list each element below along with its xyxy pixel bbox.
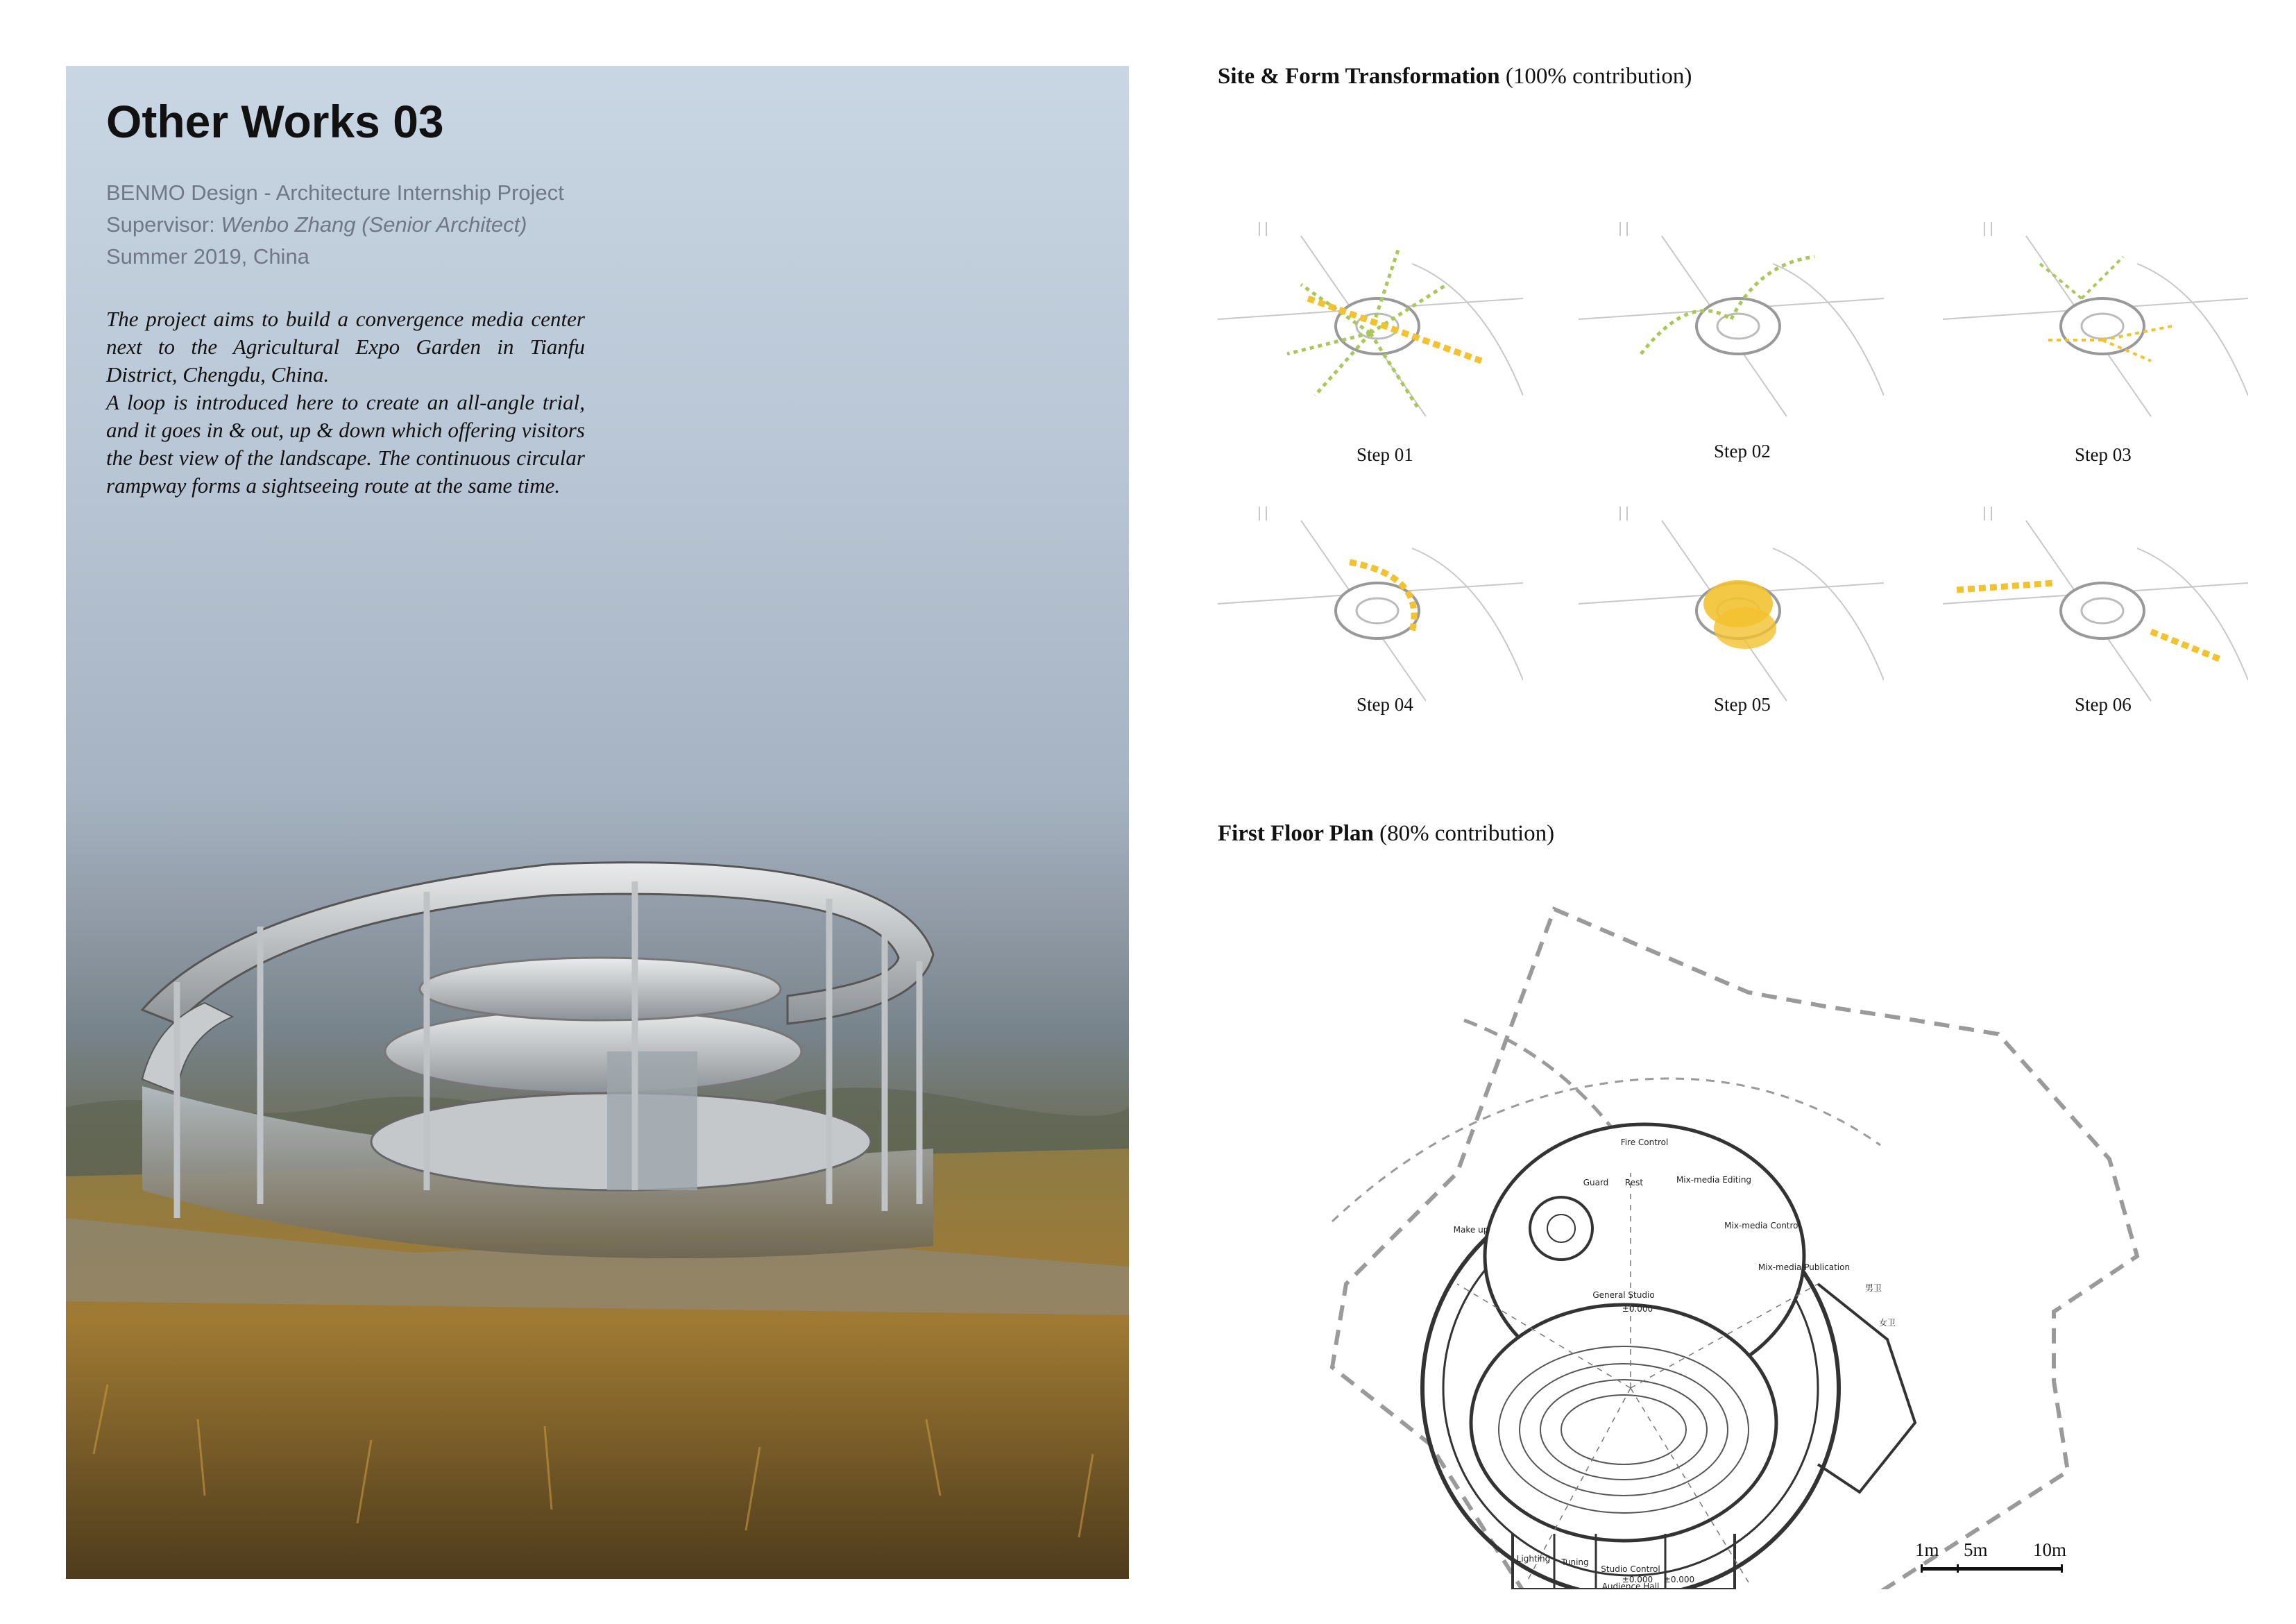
supervisor-name: Wenbo Zhang (Senior Architect) [221, 212, 527, 237]
step-label-5: Step 05 [1714, 694, 1771, 715]
date-line: Summer 2019, China [106, 244, 309, 269]
step-drawing [1943, 222, 2248, 430]
scale-tick [1957, 1564, 1959, 1573]
step-diagram-3 [1943, 222, 2248, 430]
room-label-mix-media-control: Mix-media Control [1724, 1221, 1801, 1230]
room-label-rest: Rest [1624, 1178, 1644, 1187]
transformation-heading [1218, 64, 1692, 90]
room-label-audience-hall: Audience Hall [1601, 1582, 1660, 1589]
room-label-male-wc: 男卫 [1864, 1283, 1882, 1293]
step-drawing [1943, 507, 2248, 715]
step-drawing [1579, 507, 1884, 715]
building-rendering [66, 66, 1129, 1579]
description-paragraph-1: The project aims to build a convergence media center next to the Agricultural Expo Garden in Tianfu District, Chengdu, China. [106, 307, 585, 387]
scale-label-5m: 5m [1964, 1539, 1988, 1560]
scale-tick [2061, 1564, 2063, 1573]
description-paragraph-2: A loop is introduced here to create an all-angle trial, and it goes in & out, up & down which offering visitors the best view of the landscape. The continuous circular rampway forms a sightseeing route at the same time. [106, 390, 585, 498]
step-diagram-5 [1579, 507, 1884, 715]
scale-label-10m: 10m [2033, 1539, 2067, 1560]
room-label-make-up: Make up [1453, 1225, 1489, 1235]
step-label-2: Step 02 [1714, 441, 1771, 462]
hero-rendering-panel [66, 66, 1129, 1579]
project-description [106, 305, 585, 500]
page-title: Other Works 03 [106, 96, 444, 147]
floor-plan-drawing [1318, 895, 2151, 1589]
room-label-tuning: Tuning [1561, 1557, 1589, 1567]
step-diagram-2 [1579, 222, 1884, 430]
level-mark-2: ±0.000 [1622, 1575, 1653, 1584]
step-label-6: Step 06 [2075, 694, 2132, 715]
first-floor-plan [1318, 895, 2151, 1589]
step-label-3: Step 03 [2075, 444, 2132, 465]
room-label-general-studio: General Studio [1592, 1290, 1655, 1300]
room-label-mix-media-editing: Mix-media Editing [1676, 1175, 1752, 1185]
scale-label-1m: 1m [1915, 1539, 1939, 1560]
floor-plan-title: First Floor Plan [1218, 821, 1374, 846]
scale-tick [1921, 1564, 1923, 1573]
step-diagram-6 [1943, 507, 2248, 715]
supervisor-prefix: Supervisor: [106, 212, 221, 237]
room-label-lighting: Lighting [1516, 1554, 1551, 1564]
room-label-fire-control: Fire Control [1620, 1137, 1669, 1147]
floor-plan-contribution: (80% contribution) [1379, 821, 1555, 846]
step-label-1: Step 01 [1357, 444, 1413, 465]
firm-line: BENMO Design - Architecture Internship Project [106, 180, 564, 205]
step-diagram-1 [1218, 222, 1523, 430]
room-label-female-wc: 女卫 [1878, 1318, 1896, 1328]
step-drawing [1218, 507, 1523, 715]
step-drawing [1579, 222, 1884, 430]
floor-plan-heading [1218, 821, 1554, 847]
scale-bar-line [1921, 1567, 2063, 1571]
step-drawing [1218, 222, 1523, 430]
room-label-studio-control: Studio Control [1601, 1564, 1660, 1574]
room-label-publication: Mix-media Publication [1758, 1262, 1851, 1272]
transformation-contribution: (100% contribution) [1505, 64, 1692, 89]
step-diagram-4 [1218, 507, 1523, 715]
step-label-4: Step 04 [1357, 694, 1413, 715]
room-label-guard: Guard [1583, 1178, 1609, 1187]
supervisor-line [106, 209, 564, 241]
scale-bar [1915, 1539, 2075, 1574]
level-mark-1: ±0.000 [1622, 1304, 1653, 1314]
project-meta [106, 177, 564, 273]
level-mark-3: ±0.000 [1663, 1575, 1695, 1584]
transformation-title: Site & Form Transformation [1218, 64, 1500, 89]
